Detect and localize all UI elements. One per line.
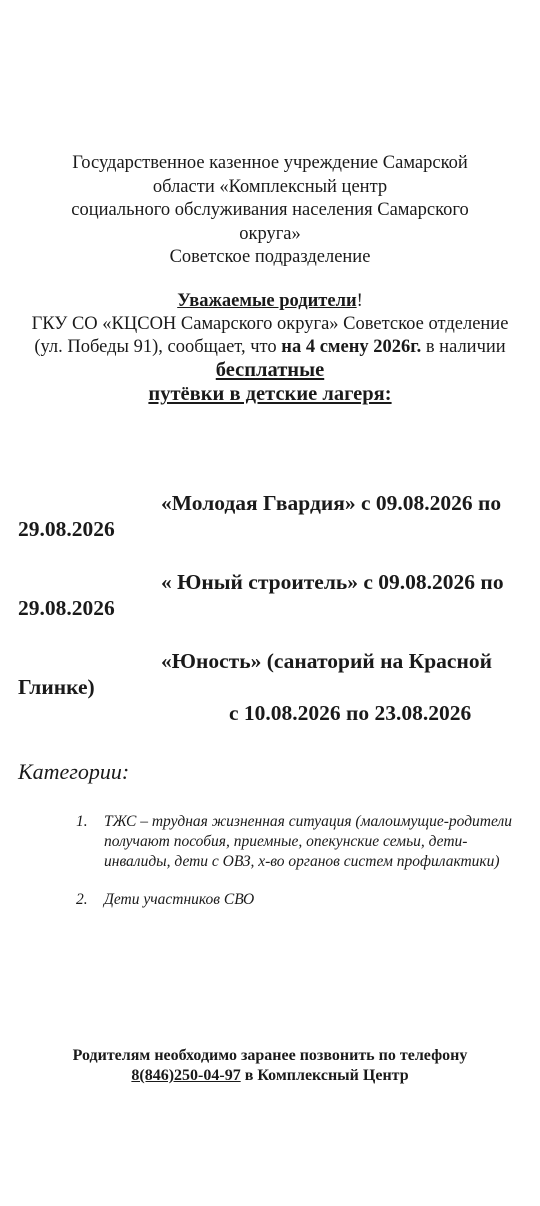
org-line-1: Государственное казенное учреждение Самарской (72, 153, 468, 173)
contact-line-2: в Комплексный Центр (240, 1067, 409, 1084)
list-item-text: ТЖС – трудная жизненная ситуация (малоимущие-родители получают пособия, приемные, опекунские семьи, дети-инвалиды, дети с ОВЗ, х-во органов систем профилактики) (104, 813, 513, 870)
list-item (76, 812, 522, 872)
vouchers-label: путёвки в детские лагеря: (148, 383, 392, 405)
camp-item: «Юность» (санаторий на Красной Глинке) (18, 649, 493, 699)
announcement-text-2: в наличии (421, 337, 506, 357)
camp-item: « Юный строитель» с 09.08.2026 по 29.08.2026 (18, 570, 504, 620)
list-item-number: 2. (76, 891, 88, 908)
categories-list (76, 812, 522, 910)
free-label: бесплатные (215, 359, 325, 381)
list-item (76, 890, 522, 910)
announcement-text-1: ГКУ СО «КЦСОН Самарского округа» Советское отделение (ул. Победы 91), сообщает, что (31, 314, 509, 357)
camp-dates: с 10.08.2026 по 23.08.2026 (229, 701, 472, 725)
org-line-5: Советское подразделение (169, 247, 371, 267)
list-item-number: 1. (76, 813, 88, 830)
announcement-paragraph (20, 290, 520, 407)
categories-title: Категории: (18, 759, 130, 784)
list-item-text: Дети участников СВО (104, 891, 255, 908)
phone-number[interactable]: 8(846)250-04-97 (131, 1067, 241, 1084)
organization-header (20, 152, 520, 270)
contact-note (20, 1046, 520, 1086)
shift-info: на 4 смену 2026г. (281, 337, 422, 357)
greeting-line (20, 290, 520, 313)
org-line-2: области «Комплексный центр (152, 176, 388, 197)
contact-line-1: Родителям необходимо заранее позвонить по телефону (72, 1047, 468, 1064)
announcement-body (20, 313, 520, 383)
org-line-4: округа» (239, 223, 301, 244)
camp-item: «Молодая Гвардия» с 09.08.2026 по 29.08.2026 (18, 491, 502, 541)
greeting-exclamation: ! (356, 291, 363, 311)
org-line-3: социального обслуживания населения Самарского (71, 200, 469, 220)
greeting: Уважаемые родители (177, 291, 357, 311)
